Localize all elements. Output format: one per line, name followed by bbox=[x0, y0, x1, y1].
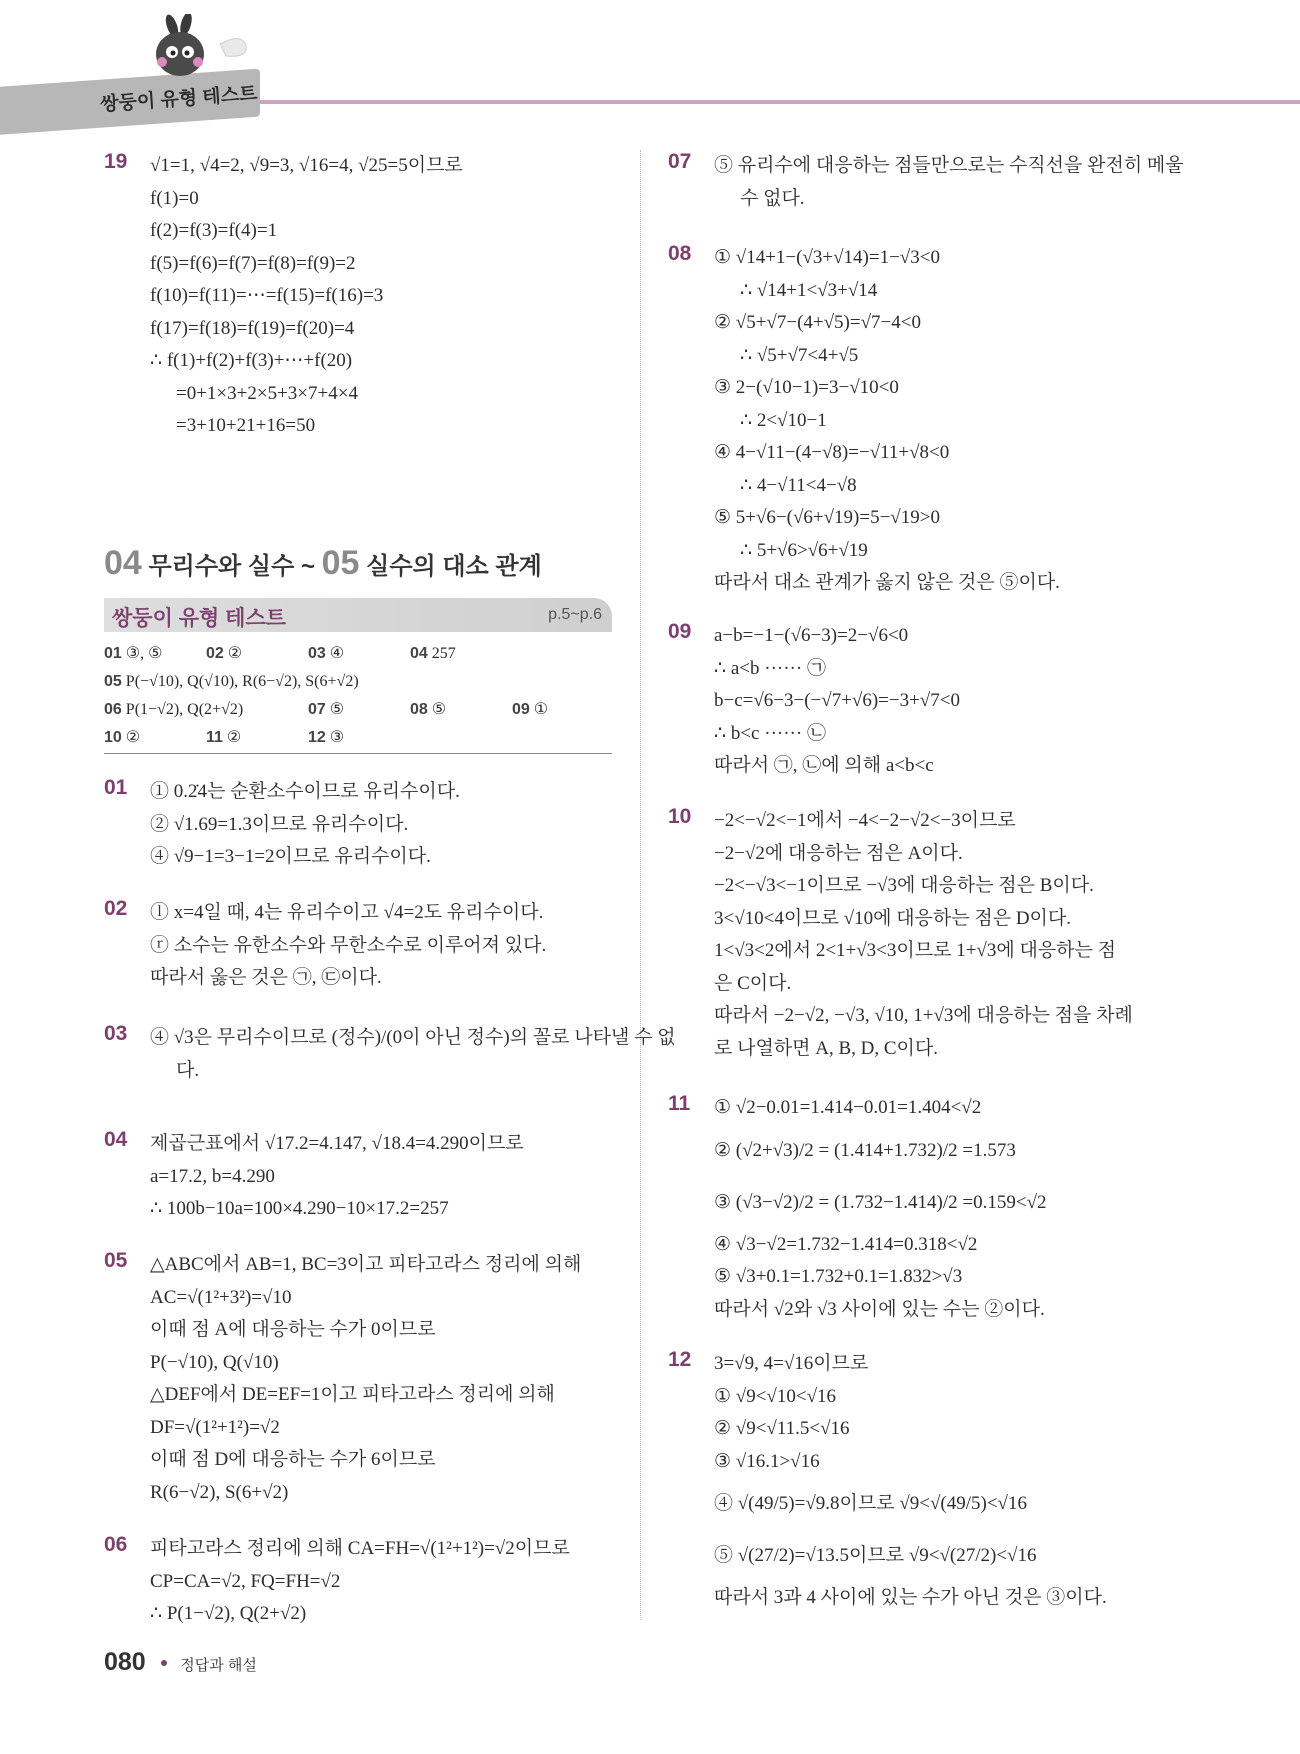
solution-line: ④ 4−√11−(4−√8)=−√11+√8<0 bbox=[714, 442, 950, 463]
solution-line: ∴ f(1)+f(2)+f(3)+⋯+f(20) bbox=[150, 350, 353, 371]
page-footer bbox=[104, 1648, 257, 1677]
solution-line: DF=√(1²+1²)=√2 bbox=[150, 1416, 280, 1438]
solution-line: △ABC에서 AB=1, BC=3이고 피타고라스 정리에 의해 bbox=[150, 1254, 582, 1275]
section-number: 04 bbox=[104, 544, 142, 582]
solution-body bbox=[150, 897, 614, 995]
item-number: 05 bbox=[104, 1249, 128, 1272]
section-tilde: ~ bbox=[300, 553, 315, 580]
answer-entry: 08 ⑤ bbox=[410, 701, 447, 718]
solution-line: ⑤ 유리수에 대응하는 점들만으로는 수직선을 완전히 메울 bbox=[714, 155, 1184, 176]
solution-line: 따라서 옳은 것은 ㉠, ㉢이다. bbox=[150, 967, 382, 988]
solution-line: ④ √3−√2=1.732−1.414=0.318<√2 bbox=[714, 1233, 978, 1255]
section-name: 실수의 대소 관계 bbox=[366, 553, 542, 580]
solution-line: ⓡ 소수는 유한소수와 무한소수로 이루어져 있다. bbox=[150, 934, 547, 956]
answer-entry: 05 P(−√10), Q(√10), R(6−√2), S(6+√2) bbox=[104, 673, 359, 690]
solution-line: ③ 2−(√10−1)=3−√10<0 bbox=[714, 377, 899, 398]
solution-line: ② √1.69=1.3이므로 유리수이다. bbox=[150, 813, 409, 835]
solution-line: 따라서 √2와 √3 사이에 있는 수는 ②이다. bbox=[714, 1298, 1045, 1320]
solution-line: −2−√2에 대응하는 점은 A이다. bbox=[714, 842, 963, 864]
solution-line: 3=√9, 4=√16이므로 bbox=[714, 1353, 869, 1374]
solution-line: ⑤ 5+√6−(√6+√19)=5−√19>0 bbox=[714, 507, 940, 528]
item-number: 01 bbox=[104, 776, 128, 799]
answer-key-pages: p.5~p.6 bbox=[548, 606, 602, 623]
answer-entry: 12 ③ bbox=[308, 729, 345, 746]
solution-line: f(1)=0 bbox=[150, 187, 199, 209]
solution-body bbox=[714, 620, 1188, 783]
solution-line: ③ (√3−√2)/2 = (1.732−1.414)/2 =0.159<√2 bbox=[714, 1191, 1047, 1213]
solution-line: =3+10+21+16=50 bbox=[176, 415, 316, 436]
solution-line: f(10)=f(11)=⋯=f(15)=f(16)=3 bbox=[150, 285, 384, 306]
solution-line: 피타고라스 정리에 의해 CA=FH=√(1²+1²)=√2이므로 bbox=[150, 1538, 570, 1559]
bunny-mascot-icon bbox=[150, 14, 250, 94]
answer-entry: 01 ③, ⑤ bbox=[104, 645, 163, 662]
solution-line: ④ √3은 무리수이므로 (정수)/(0이 아닌 정수)의 꼴로 나타낼 수 없 bbox=[150, 1027, 676, 1048]
answer-entry: 03 ④ bbox=[308, 645, 345, 662]
solution-body bbox=[150, 1128, 614, 1226]
solution-line: 로 나열하면 A, B, D, C이다. bbox=[714, 1037, 939, 1059]
solution-line: 따라서 −2−√2, −√3, √10, 1+√3에 대응하는 점을 차례 bbox=[714, 1005, 1133, 1026]
solution-line: ④ √9−1=3−1=2이므로 유리수이다. bbox=[150, 846, 431, 867]
solution-line: −2<−√3<−1이므로 −√3에 대응하는 점은 B이다. bbox=[714, 875, 1094, 896]
answer-key-grid bbox=[104, 640, 612, 752]
solution-line: ∴ 100b−10a=100×4.290−10×17.2=257 bbox=[150, 1198, 449, 1219]
answer-row bbox=[104, 696, 612, 724]
solution-line: 이때 점 D에 대응하는 수가 6이므로 bbox=[150, 1449, 436, 1470]
solution-line: CP=CA=√2, FQ=FH=√2 bbox=[150, 1570, 341, 1592]
solution-line: −2<−√2<−1에서 −4<−2−√2<−3이므로 bbox=[714, 810, 1016, 831]
answer-entry: 10 ② bbox=[104, 729, 141, 746]
answer-row bbox=[104, 640, 612, 668]
section-name: 무리수와 실수 bbox=[148, 553, 295, 580]
solution-line: b−c=√6−3−(−√7+√6)=−3+√7<0 bbox=[714, 690, 960, 711]
solution-line: f(2)=f(3)=f(4)=1 bbox=[150, 220, 278, 241]
solution-line: P(−√10), Q(√10) bbox=[150, 1351, 279, 1373]
item-number: 12 bbox=[668, 1348, 692, 1371]
solution-line: ⑤ √3+0.1=1.732+0.1=1.832>√3 bbox=[714, 1266, 963, 1287]
solution-line: ∴ √5+√7<4+√5 bbox=[740, 344, 859, 366]
footer-label: 정답과 해설 bbox=[180, 1657, 257, 1674]
solution-line: 3<√10<4이므로 √10에 대응하는 점은 D이다. bbox=[714, 907, 1072, 929]
solution-line: 수 없다. bbox=[740, 187, 805, 209]
answer-entry: 09 ① bbox=[512, 701, 549, 718]
solution-line: =0+1×3+2×5+3×7+4×4 bbox=[176, 382, 358, 404]
solution-line: R(6−√2), S(6+√2) bbox=[150, 1481, 289, 1503]
solution-line: ② (√2+√3)/2 = (1.414+1.732)/2 =1.573 bbox=[714, 1139, 1016, 1161]
item-number: 06 bbox=[104, 1533, 128, 1556]
solution-line: ③ √16.1>√16 bbox=[714, 1450, 820, 1472]
answer-key-rule bbox=[104, 753, 612, 754]
solution-line: √1=1, √4=2, √9=3, √16=4, √25=5이므로 bbox=[150, 155, 463, 176]
solution-line: 다. bbox=[176, 1059, 200, 1081]
solution-line: ④ √(49/5)=√9.8이므로 √9<√(49/5)<√16 bbox=[714, 1493, 1027, 1514]
solution-line: ∴ 4−√11<4−√8 bbox=[740, 474, 857, 496]
section-title bbox=[104, 544, 542, 583]
item-number: 03 bbox=[104, 1022, 128, 1045]
solution-line: 따라서 대소 관계가 옳지 않은 것은 ⑤이다. bbox=[714, 572, 1060, 593]
answer-key-header bbox=[104, 598, 612, 632]
solution-body bbox=[714, 150, 1188, 215]
solution-line: ⓛ x=4일 때, 4는 유리수이고 √4=2도 유리수이다. bbox=[150, 902, 544, 923]
solution-line: ① 0.2̇4는 순환소수이므로 유리수이다. bbox=[150, 781, 460, 802]
solution-body bbox=[714, 1348, 1188, 1615]
solution-line: ① √14+1−(√3+√14)=1−√3<0 bbox=[714, 247, 940, 268]
answer-key-title: 쌍둥이 유형 테스트 bbox=[112, 607, 286, 630]
solution-line: 1<√3<2에서 2<1+√3<3이므로 1+√3에 대응하는 점 bbox=[714, 940, 1116, 961]
answer-entry: 02 ② bbox=[206, 645, 243, 662]
item-number: 02 bbox=[104, 897, 128, 920]
solution-line: 따라서 3과 4 사이에 있는 수가 아닌 것은 ③이다. bbox=[714, 1587, 1107, 1608]
solution-line: f(5)=f(6)=f(7)=f(8)=f(9)=2 bbox=[150, 252, 356, 274]
solution-line: a−b=−1−(√6−3)=2−√6<0 bbox=[714, 625, 909, 646]
answer-row bbox=[104, 668, 612, 696]
solution-line: a=17.2, b=4.290 bbox=[150, 1165, 275, 1187]
solution-line: 은 C이다. bbox=[714, 972, 792, 994]
item-number: 10 bbox=[668, 805, 692, 828]
item-number: 04 bbox=[104, 1128, 128, 1151]
solution-body bbox=[150, 150, 614, 443]
answer-entry: 04 257 bbox=[410, 645, 456, 662]
item-number: 19 bbox=[104, 150, 128, 173]
solution-line: ② √9<√11.5<√16 bbox=[714, 1418, 850, 1439]
solution-line: 따라서 ㉠, ㉡에 의해 a<b<c bbox=[714, 755, 934, 776]
bullet-dot-icon bbox=[161, 1660, 167, 1666]
header-label: 쌍둥이 유형 테스트 bbox=[99, 83, 259, 116]
item-number: 11 bbox=[668, 1092, 691, 1115]
answer-row bbox=[104, 724, 612, 752]
answer-entry: 11 ② bbox=[206, 729, 242, 746]
solution-line: ② √5+√7−(4+√5)=√7−4<0 bbox=[714, 312, 921, 333]
solution-line: ∴ 2<√10−1 bbox=[740, 409, 827, 431]
solution-line: ∴ P(1−√2), Q(2+√2) bbox=[150, 1603, 307, 1624]
solution-line: ∴ 5+√6>√6+√19 bbox=[740, 539, 868, 561]
item-number: 08 bbox=[668, 242, 692, 265]
solution-line: 이때 점 A에 대응하는 수가 0이므로 bbox=[150, 1319, 436, 1340]
solution-line: ∴ b<c ······ ㉡ bbox=[714, 722, 826, 744]
solution-line: ① √9<√10<√16 bbox=[714, 1385, 836, 1407]
solution-line: ① √2−0.01=1.414−0.01=1.404<√2 bbox=[714, 1097, 982, 1118]
solution-body bbox=[714, 805, 1188, 1065]
item-number: 09 bbox=[668, 620, 692, 643]
solution-body bbox=[714, 242, 1188, 600]
solution-body bbox=[150, 1249, 614, 1509]
solution-line: AC=√(1²+3²)=√10 bbox=[150, 1286, 292, 1308]
header-rule bbox=[230, 100, 1300, 104]
solution-body bbox=[714, 1092, 1188, 1326]
answer-entry: 06 P(1−√2), Q(2+√2) bbox=[104, 701, 244, 718]
solution-line: ∴ √14+1<√3+√14 bbox=[740, 279, 878, 301]
solution-body bbox=[150, 1022, 676, 1087]
answer-entry: 07 ⑤ bbox=[308, 701, 345, 718]
solution-line: ⑤ √(27/2)=√13.5이므로 √9<√(27/2)<√16 bbox=[714, 1545, 1037, 1566]
solution-line: 제곱근표에서 √17.2=4.147, √18.4=4.290이므로 bbox=[150, 1133, 524, 1154]
section-number: 05 bbox=[321, 544, 360, 582]
solution-line: △DEF에서 DE=EF=1이고 피타고라스 정리에 의해 bbox=[150, 1384, 555, 1405]
column-divider bbox=[640, 150, 641, 1620]
item-number: 07 bbox=[668, 150, 692, 173]
solution-body bbox=[150, 1533, 614, 1631]
solution-line: f(17)=f(18)=f(19)=f(20)=4 bbox=[150, 317, 355, 339]
solution-body bbox=[150, 776, 614, 874]
page-number: 080 bbox=[104, 1648, 146, 1676]
solution-line: ∴ a<b ······ ㉠ bbox=[714, 657, 826, 679]
